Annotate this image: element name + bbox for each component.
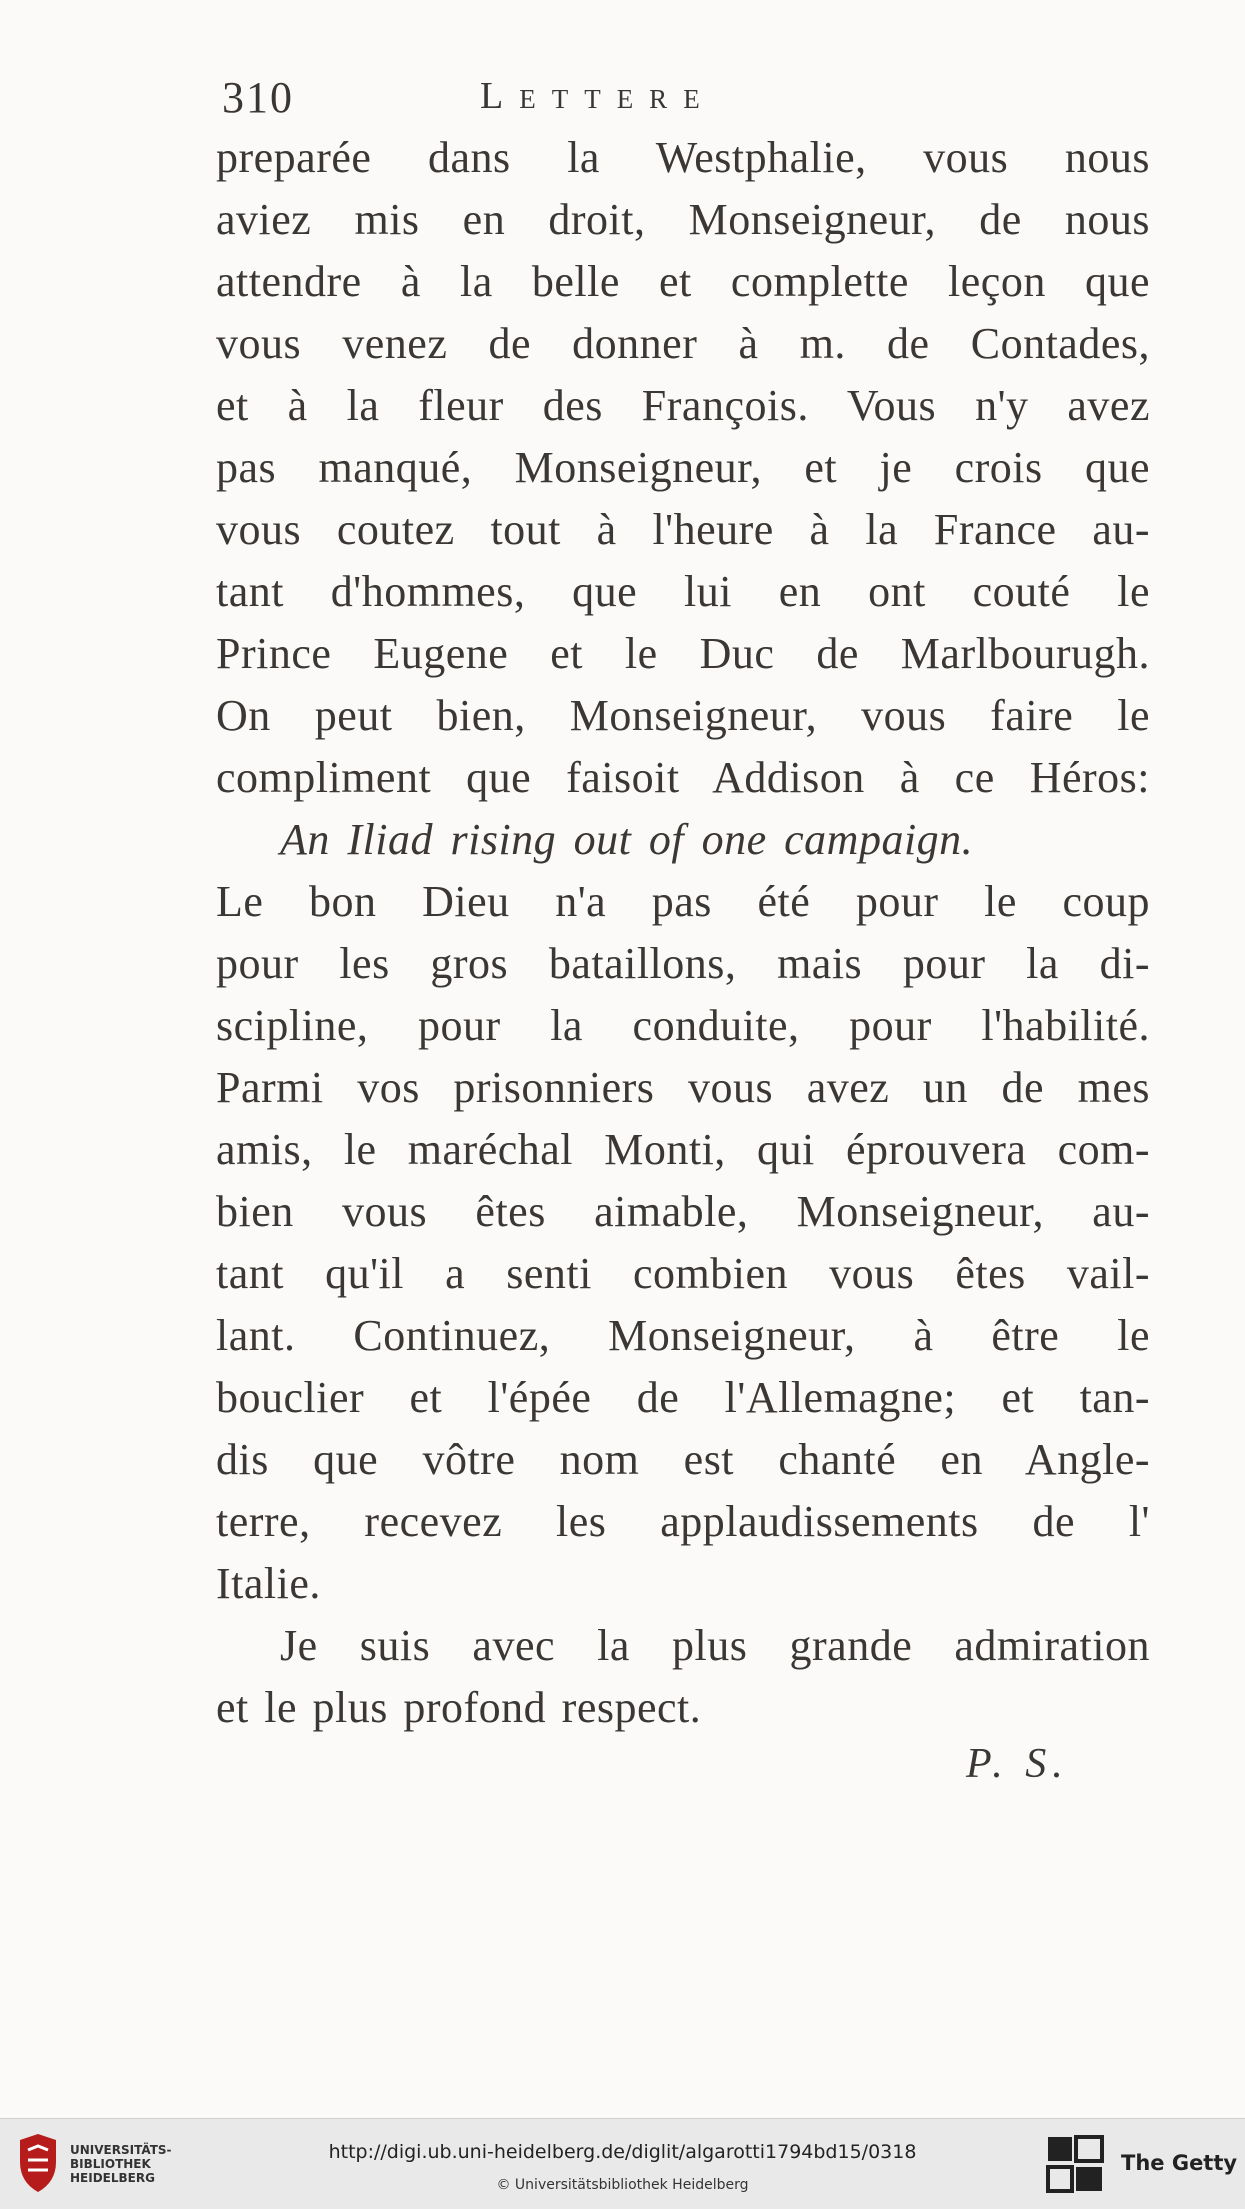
quotation-line: An Iliad rising out of one campaign. xyxy=(280,815,974,864)
running-title: Lettere xyxy=(480,75,716,117)
page-header xyxy=(222,72,902,122)
text-line: On peut bien, Monseigneur, vous faire le xyxy=(216,691,1150,740)
text-line: dis que vôtre nom est chanté en Angle- xyxy=(216,1435,1150,1484)
text-line: terre, recevez les applaudissements de l' xyxy=(216,1497,1150,1546)
text-line: vous venez de donner à m. de Contades, xyxy=(216,319,1150,368)
text-line: preparée dans la Westphalie, vous nous xyxy=(216,133,1150,182)
text-line: aviez mis en droit, Monseigneur, de nous xyxy=(216,195,1150,244)
text-line: amis, le maréchal Monti, qui éprouvera com- xyxy=(216,1125,1150,1174)
text-line: scipline, pour la conduite, pour l'habilité. xyxy=(216,1001,1150,1050)
page-number: 310 xyxy=(222,73,294,122)
getty-logo-icon xyxy=(1046,2135,1104,2193)
text-line: Le bon Dieu n'a pas été pour le coup xyxy=(216,877,1150,926)
text-line: compliment que faisoit Addison à ce Héros: xyxy=(216,753,1150,802)
text-line: tant qu'il a senti combien vous êtes vail- xyxy=(216,1249,1150,1298)
text-line: pas manqué, Monseigneur, et je crois que xyxy=(216,443,1150,492)
closing-line: et le plus profond respect. xyxy=(216,1683,702,1732)
text-line: Prince Eugene et le Duc de Marlbourugh. xyxy=(216,629,1150,678)
text-line: Parmi vos prisonniers vous avez un de mes xyxy=(216,1063,1150,1112)
signature: P. S. xyxy=(966,1741,1069,1787)
getty-label: The Getty xyxy=(1121,2151,1238,2175)
footer-bar xyxy=(0,2118,1245,2209)
library-name: UNIVERSITÄTS- BIBLIOTHEK HEIDELBERG xyxy=(70,2143,172,2185)
text-line: pour les gros bataillons, mais pour la di- xyxy=(216,939,1150,988)
text-line: bien vous êtes aimable, Monseigneur, au- xyxy=(216,1187,1150,1236)
letter-body xyxy=(216,127,1150,1739)
text-line: Italie. xyxy=(216,1559,321,1608)
text-line: lant. Continuez, Monseigneur, à être le xyxy=(216,1311,1150,1360)
permalink-url[interactable]: http://digi.ub.uni-heidelberg.de/diglit/algarotti1794bd15/0318 xyxy=(328,2141,917,2163)
text-line: et à la fleur des François. Vous n'y avez xyxy=(216,381,1150,430)
text-line: attendre à la belle et complette leçon que xyxy=(216,257,1150,306)
closing-line: Je suis avec la plus grande admiration xyxy=(280,1621,1150,1670)
text-line: bouclier et l'épée de l'Allemagne; et tan- xyxy=(216,1373,1150,1422)
copyright-notice: © Universitätsbibliothek Heidelberg xyxy=(496,2177,749,2193)
text-line: vous coutez tout à l'heure à la France au- xyxy=(216,505,1150,554)
text-line: tant d'hommes, que lui en ont couté le xyxy=(216,567,1150,616)
